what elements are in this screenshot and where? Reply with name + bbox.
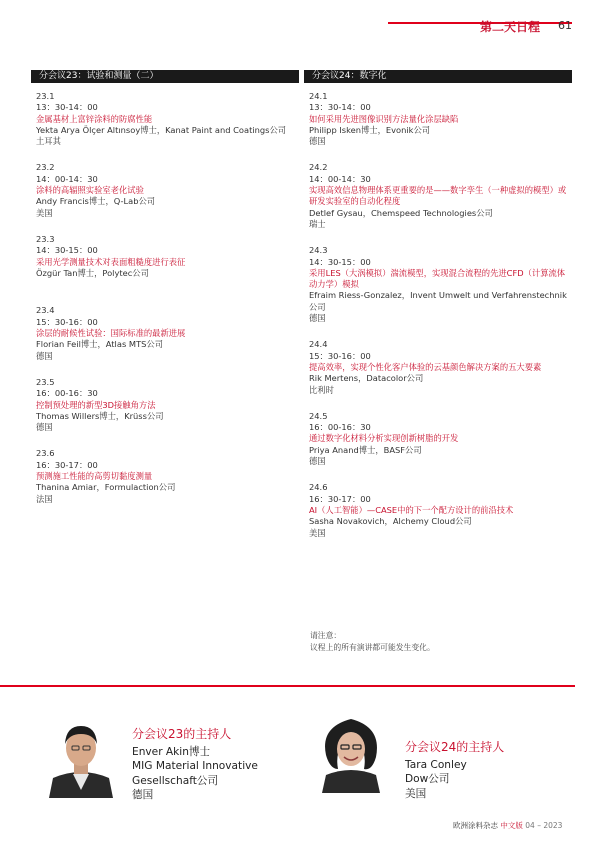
notes-block [310, 630, 435, 654]
talk-country: 瑞士 [309, 218, 326, 229]
talk-country: 比利时 [309, 384, 334, 395]
talk-item [309, 162, 572, 230]
session-24-title: 分会议24：数字化 [304, 70, 572, 83]
notes-text: 议程上的所有演讲都可能发生变化。 [310, 643, 435, 652]
talk-time: 13：30-14：00 [309, 102, 371, 113]
talk-time: 14：00-14：30 [309, 173, 371, 184]
talk-country [36, 279, 299, 290]
session-23-title: 分会议23：试验和测量（二） [31, 70, 299, 83]
footer [453, 820, 562, 831]
talk-speaker: Rik Mertens，Datacolor公司 [309, 373, 424, 384]
talk-item [309, 411, 572, 467]
talk-item [309, 245, 572, 324]
talk-item [36, 448, 299, 504]
talk-number: 24.3 [309, 245, 328, 256]
talk-time: 14：30-15：00 [309, 256, 371, 267]
talk-time: 15：30-16：00 [309, 350, 371, 361]
talk-country: 德国 [309, 313, 326, 324]
talk-country: 德国 [36, 350, 53, 361]
host-23-country: 德国 [132, 789, 154, 801]
footer-edition: 中文版 [500, 821, 523, 830]
talk-time: 15：30-16：00 [36, 316, 98, 327]
page-section-title: 第二天日程 [480, 20, 541, 34]
talk-item [36, 162, 299, 218]
section-divider [0, 685, 575, 687]
host-23-title: 分会议23的主持人 [132, 727, 232, 741]
notes-label: 请注意： [310, 631, 342, 640]
talk-item [36, 305, 299, 361]
talk-number: 24.4 [309, 339, 328, 350]
talk-speaker: Andy Francis博士，Q-Lab公司 [36, 196, 156, 207]
host-24-title: 分会议24的主持人 [405, 740, 505, 754]
footer-issue: 04 – 2023 [525, 821, 563, 830]
talk-speaker: Thanina Amiar，Formulaction公司 [36, 482, 176, 493]
talk-time: 14：00-14：30 [36, 173, 98, 184]
talk-speaker: Detlef Gysau，Chemspeed Technologies公司 [309, 207, 493, 218]
session-24-column [304, 70, 572, 554]
talk-title: 采用光学测量技术对表面粗糙度进行表征 [36, 256, 186, 267]
talk-speaker: Sasha Novakovich，Alchemy Cloud公司 [309, 516, 472, 527]
host-23-org-line2: Gesellschaft公司 [132, 774, 219, 787]
talk-item [36, 91, 299, 147]
talk-number: 23.1 [36, 91, 55, 101]
talk-time: 16：30-17：00 [309, 493, 371, 504]
talk-item [309, 91, 572, 147]
talk-time: 16：00-16：30 [309, 422, 371, 433]
talk-title: 实现高效信息物理体系更重要的是——数字孪生（一种虚拟的模型）或研发实验室的自动化程度 [309, 185, 567, 207]
talk-number: 23.2 [36, 162, 55, 173]
talk-speaker: Florian Feil博士，Atlas MTS公司 [36, 339, 163, 350]
talk-speaker: Özgür Tan博士，Polytec公司 [36, 267, 149, 278]
host-23-block [132, 727, 258, 803]
talk-title: 控制预处理的新型3D接触角方法 [36, 399, 156, 410]
talk-title: 提高效率，实现个性化客户体验的云基颜色解决方案的五大要素 [309, 361, 542, 372]
talk-title: 通过数字化材料分析实现创新树脂的开发 [309, 433, 459, 444]
session-23-column [31, 70, 299, 520]
talk-title: 预测施工性能的高剪切黏度测量 [36, 471, 153, 482]
talk-country: 土耳其 [36, 136, 61, 147]
talk-number: 24.6 [309, 482, 328, 493]
talk-speaker: Efraim Riess-Gonzalez，Invent Umwelt und Verfahrenstechnik公司 [309, 290, 567, 312]
host-23-name: Enver Akin博士 [132, 745, 211, 758]
talk-country: 美国 [309, 527, 326, 538]
footer-magazine: 欧洲涂料杂志 [453, 821, 498, 830]
talk-country: 德国 [309, 136, 326, 147]
talk-time: 16：00-16：30 [36, 388, 98, 399]
host-24-photo [312, 707, 384, 793]
talk-number: 23.5 [36, 376, 55, 387]
talk-title: 金属基材上富锌涂料的防腐性能 [36, 113, 153, 124]
page-number: 61 [558, 19, 572, 32]
talk-title: 采用LES（大涡模拟）湍流模型，实现混合流程的先进CFD（计算流体动力学）模拟 [309, 267, 566, 290]
talk-speaker: Yekta Arya Ölçer Altınsoy博士，Kanat Paint and Coatings公司 [36, 124, 287, 135]
talk-speaker: Thomas Willers博士，Krüss公司 [36, 410, 164, 421]
host-23-photo [45, 712, 117, 798]
host-24-name: Tara Conley [405, 758, 467, 771]
talk-number: 23.4 [36, 305, 55, 316]
talk-country: 法国 [36, 493, 53, 504]
talk-number: 24.2 [309, 162, 328, 173]
talk-time: 13：30-14：00 [36, 102, 98, 113]
talk-title: 涂料的高辐照实验室老化试验 [36, 185, 144, 196]
talk-time: 16：30-17：00 [36, 459, 98, 470]
talk-speaker: Priya Anand博士，BASF公司 [309, 444, 422, 455]
session-24-talks [304, 91, 572, 539]
host-23-org-line1: MIG Material Innovative [132, 760, 258, 772]
talk-time: 14：30-15：00 [36, 245, 98, 256]
talk-item [309, 339, 572, 395]
host-24-country: 美国 [405, 787, 427, 800]
talk-country: 德国 [309, 456, 326, 467]
talk-number: 24.1 [309, 91, 328, 101]
talk-number: 23.6 [36, 448, 55, 459]
talk-item [309, 482, 572, 538]
talk-country: 美国 [36, 207, 53, 218]
host-24-org: Dow公司 [405, 773, 450, 785]
session-23-talks [31, 91, 299, 505]
talk-speaker: Philipp Isken博士，Evonik公司 [309, 124, 431, 135]
talk-number: 23.3 [36, 233, 55, 244]
talk-item [36, 234, 299, 290]
talk-title: 如何采用先进图像识别方法量化涂层缺陷 [309, 113, 459, 124]
talk-country: 德国 [36, 422, 53, 433]
talk-item [36, 377, 299, 433]
host-24-block [405, 740, 504, 801]
talk-title: 涂层的耐候性试验：国际标准的最新进展 [36, 328, 186, 339]
talk-title: AI（人工智能）—CASE中的下一个配方设计的前沿技术 [309, 504, 514, 515]
talk-number: 24.5 [309, 410, 328, 421]
